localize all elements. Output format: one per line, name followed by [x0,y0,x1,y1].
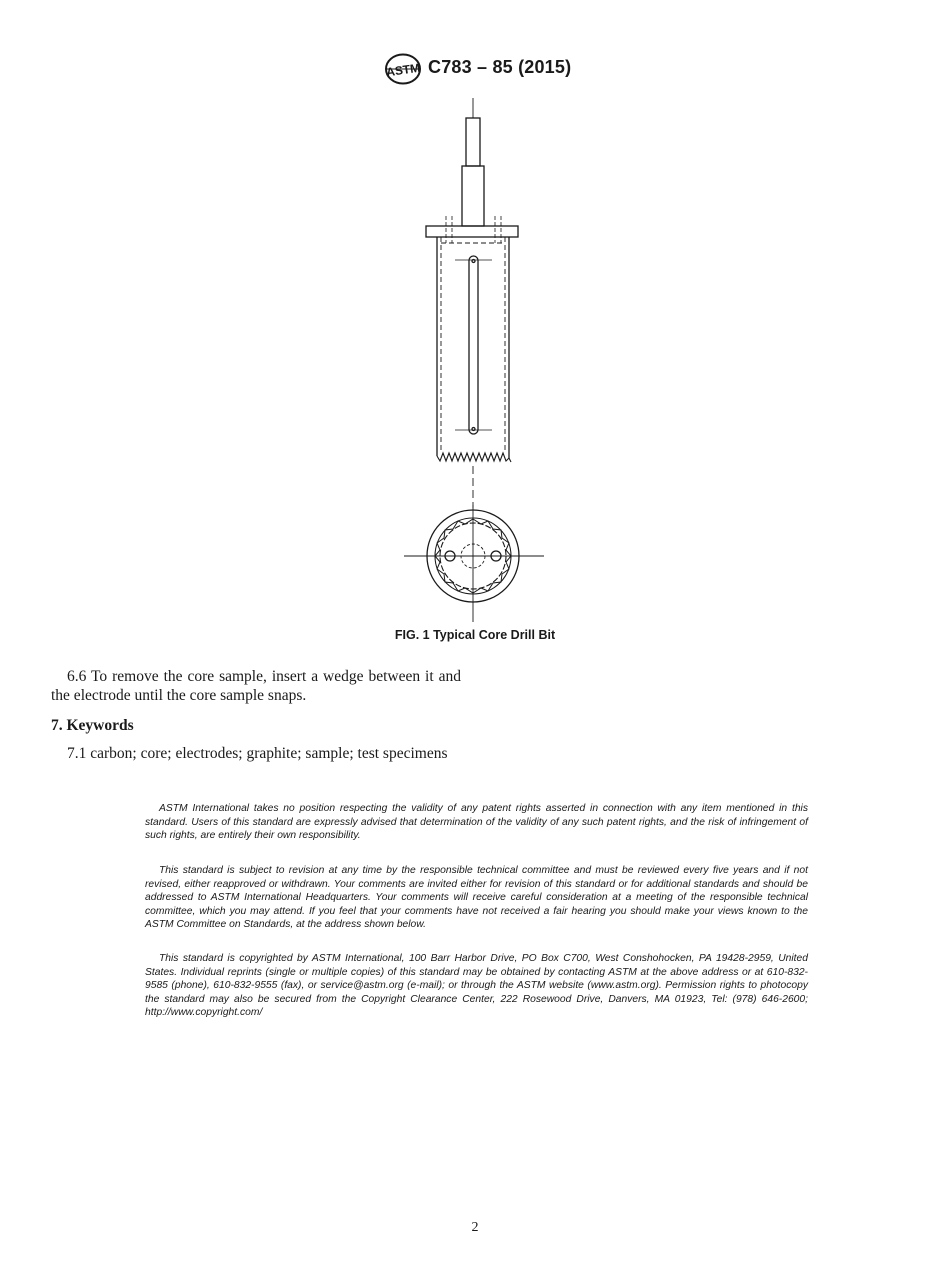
paragraph-7-1: 7.1 carbon; core; electrodes; graphite; sample; test specimens [67,745,448,762]
page-header [0,52,950,86]
patent-notice: ASTM International takes no position respecting the validity of any patent rights asserted in connection with any item mentioned in this standard. Users of this standard are expressly advised that determination of the validity of any such patent rights, and the risk of infringement of such rights, are entirely their own responsibility. [145,803,808,842]
svg-text:ASTM: ASTM [385,60,421,80]
copyright-notice: This standard is copyrighted by ASTM International, 100 Barr Harbor Drive, PO Box C700, West Conshohocken, PA 19428-2959, United States. Individual reprints (single or multiple copies) of this standard may be obtained by contacting ASTM at the above address or at 610-832-9585 (phone), 610-832-9555 (fax), or service@astm.org (e-mail); or through the ASTM website (www.astm.org). Permission rights to photocopy the standard may also be secured from the Copyright Clearance Center, 222 Rosewood Drive, Danvers, MA 01923, Tel: (978) 646-2600; http://www.copyright.com/ [145,953,808,1019]
section-heading-keywords: 7. Keywords [51,717,134,734]
paragraph-6-6: 6.6 To remove the core sample, insert a wedge between it and the electrode until the core sample snaps. [51,668,461,704]
astm-logo-icon [384,53,422,85]
document-designation: C783 – 85 (2015) [428,57,572,77]
core-drill-bit-figure [395,98,555,623]
revision-notice: This standard is subject to revision at any time by the responsible technical committee and must be reviewed every five years and if not revised, either reapproved or withdrawn. Your comments are invited either for revision of this standard or for additional standards and should be addressed to ASTM International Headquarters. Your comments will receive careful consideration at a meeting of the responsible technical committee, which you may attend. If you feel that your comments have not received a fair hearing you should make your views known to the ASTM Committee on Standards, at the address shown below. [145,865,808,931]
figure-caption: FIG. 1 Typical Core Drill Bit [394,628,556,642]
page-number: 2 [471,1220,479,1235]
